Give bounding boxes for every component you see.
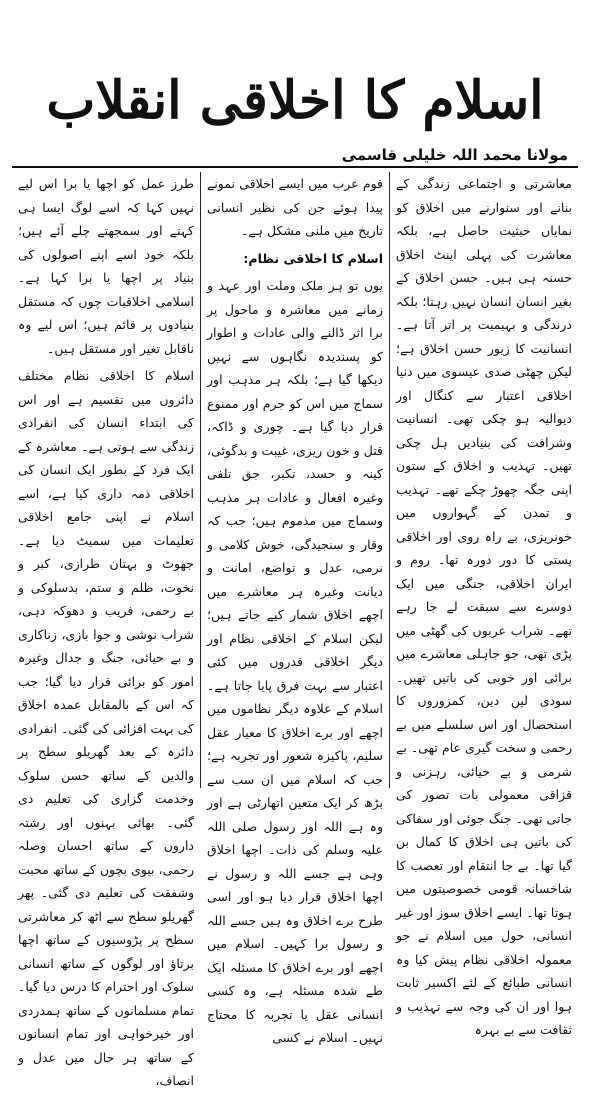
column-2 [200,172,389,1045]
column-3 [12,172,200,1088]
column-1-paragraph-1: معاشرتی و اجتماعی زندگی کے بنانے اور سنوارنے میں اخلاق کو نمایاں حیثیت حاصل ہے، بلکہ معاشرت کی پہلی اینٹ اخلاق حسنہ ہی ہیں۔ حسن اخلاق کے بغیر انسان انسان نہیں رہتا؛ بلکہ درندگی و بہیمیت پر اتر آتا ہے۔ انسانیت کا زیور حسن اخلاق ہے؛ لیکن چھٹی صدی عیسوی میں دنیا اخلاقی اعتبار سے کنگال اور دیوالیہ ہو چکی تھی۔ انسانیت وشرافت کی بنیادیں ہل چکی تھیں۔ تہذیب و اخلاق کے ستون اپنی جگہ چھوڑ چکے تھے۔ تہذیب و تمدن کے گہواروں میں خونریزی، بے راہ روی اور اخلاقی پستی کا دور دورہ تھا۔ روم و ایران اخلاقی، جنگی میں ایک دوسرے سے سبقت لے جا رہے تھے۔ شراب عربوں کی گھٹی میں پڑی تھی، جو جاہلی معاشرے میں برائی اور خوبی کی باتیں تھیں۔ سودی لین دین، کمزوروں کا استحصال اور اس سلسلے میں بے رحمی و سخت گیری عام تھی۔ بے شرمی و بے حیائی، رہزنی و قزاقی معمولی بات تصور کی جاتی تھی۔ جنگ جوئی اور سفاکی کی باتیں ہی اخلاق کا کمال بن گیا تھا۔ بے جا انتقام اور تعصب کا شاخسانہ قومی خصوصیتوں میں ہوتا تھا۔ ایسے اخلاق سوز اور غیر انسانی، حول میں اسلام نے جو معمولہ اخلاقی نظام پیش کیا وہ انسانی طبائع کے لئے اکسیر ثابت ہوا اور ان کی وجہ سے تہذیب و ثقافت سے بے بہرہ [396,176,572,1037]
column-2-paragraph-1: قوم عرب میں ایسے اخلاقی نمونے پیدا ہوئے جن کی نظیر انسانی تاریخ میں ملنی مشکل ہے۔ [207,176,383,238]
header-divider [12,166,578,168]
column-1 [389,172,578,1037]
section-heading: اسلام کا اخلاقی نظام: [243,250,383,266]
author-byline: مولانا محمد اللہ خلیلی قاسمی [341,146,568,164]
column-2-paragraph-2: یوں تو ہر ملک وملت اور عہد و زمانے میں معاشرہ و ماحول پر برا اثر ڈالنے والی عادات و اطوار کو پسندیدہ نگاہوں سے نہیں دیکھا گیا ہے؛ بلکہ ہر مذہب اور سماج میں اس کو جرم اور ممنوع قرار دیا گیا ہے۔ چوری و ڈاکہ، قتل و خون ریزی، غیبت و بدگوئی، کینہ و حسد، تکبر، جق تلفی وغیرہ افعال و عادات ہر مذہب وسماج میں مذموم ہیں؛ جب کہ وقار و سنجیدگی، خوش کلامی و نرمی، عدل و تواضع، امانت و دیانت وغیرہ ہر معاشرے میں اچھے اخلاق شمار کیے جاتے ہیں؛ لیکن اسلام کے اخلاقی نظام اور دیگر اخلاقی قدروں میں کئی اعتبار سے بہت فرق پایا جاتا ہے۔ اسلام کے علاوہ دیگر نظاموں میں اچھے اور برے اخلاق کا معیار عقل سلیم، پاکیزہ شعور اور تجربہ ہے؛ جب کہ اسلام میں ان سب سے بڑھ کر ایک متعین اتھارٹی ہے اور وہ ہے اللہ اور رسول صلی اللہ علیہ وسلم کی ذات۔ اچھا اخلاق وہی ہے جسے اللہ و رسول نے اچھا اخلاق قرار دیا ہو اور اسی طرح برے اخلاق وہ ہیں جسے اللہ و رسول برا کہیں۔ اسلام میں اچھے اور برے اخلاق کا مسئلہ ایک طے شدہ مسئلہ ہے، وہ کسی انسانی عقل یا تجربہ کا محتاج نہیں۔ اسلام نے کسی [207,278,383,1045]
column-3-paragraph-2: اسلام کا اخلاقی نظام مختلف دائروں میں تقسیم ہے اور اس کی ابتداء انسان کی انفرادی زندگی سے ہوتی ہے۔ معاشرہ کے ایک فرد کے بطور ایک انسان کی اخلاقی ذمہ داری کیا ہے، اسے اسلام نے اپنی جامع اخلاقی تعلیمات میں سمیٹ دیا ہے۔ جھوٹ و بہتان طرازی، کبر و نخوت، ظلم و ستم، بدسلوکی و بے رحمی، فریب و دھوکہ دہی، شراب نوشی و جوا بازی، زناکاری و بے حیائی، جنگ و جدال وغیرہ امور کو برائی قرار دیا گیا؛ جب کہ اس کے بالمقابل عمدہ اخلاق کی بہت افزائی کی گئی۔ انفرادی دائرہ کے بعد گھریلو سطح پر والدین کے ساتھ حسن سلوک وخدمت گزاری کی تعلیم دی گئی۔ بھائی بہنوں اور رشتہ داروں کے ساتھ احسان وصلہ رحمی، بیوی بچوں کے ساتھ محبت وشفقت کی تعلیم دی گئی۔ پھر گھریلو سطح سے اٹھ کر معاشرتی سطح پر پڑوسیوں کے ساتھ اچھا برتاؤ اور لوگوں کے ساتھ انسانی سلوک اور احترام کا درس دیا گیا۔ تمام مسلمانوں کے ساتھ ہمدردی اور خیرخواہی اور تمام انسانوں کے ساتھ ہر حال میں عدل و انصاف، [18,368,194,1088]
article-title: اسلام کا اخلاقی انقلاب [46,70,544,131]
article-body [12,172,578,1088]
column-3-paragraph-1: طرز عمل کو اچھا یا برا اس لیے نہیں کہا کہ اسے لوگ ایسا ہی کہتے اور سمجھتے چلے آئے ہیں؛ بلکہ خود اسے اپنے اصولوں کی بنیاد پر اچھا یا برا کہا ہے۔ اسلامی اخلاقیات چوں کہ مستقل بنیادوں پر قائم ہیں؛ اس لیے وہ ناقابل تغیر اور مستقل ہیں۔ [18,176,194,356]
